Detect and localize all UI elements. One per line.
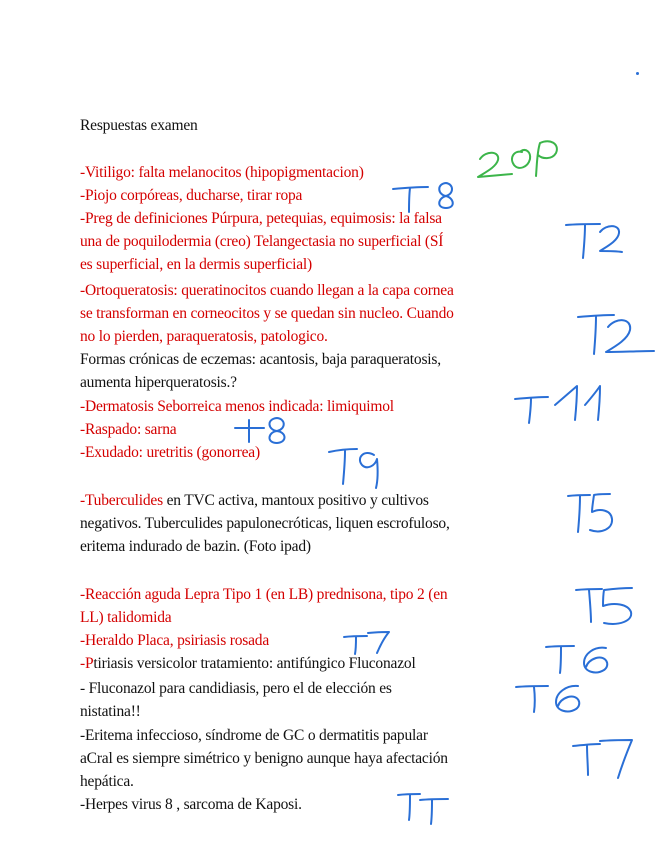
- ink-dot: [636, 72, 639, 75]
- answer-line: es superficial, en la dermis superficial): [80, 256, 312, 273]
- answer-line-red-part: -Tuberculides: [80, 492, 163, 509]
- document-title: Respuestas examen: [80, 117, 198, 134]
- answer-line: Formas crónicas de eczemas: acantosis, baja paraqueratosis,: [80, 351, 441, 368]
- answer-line: aCral es siempre simétrico y benigno aunque haya afectación: [80, 750, 448, 767]
- answer-line: -Reacción aguda Lepra Tipo 1 (en LB) prednisona, tipo 2 (en: [80, 586, 448, 603]
- answer-line: hepática.: [80, 773, 134, 790]
- answer-line: negativos. Tuberculides papulonecróticas, liquen escrofuloso,: [80, 515, 450, 532]
- annotation-t2: [566, 224, 622, 258]
- answer-line-red-part: -P: [80, 655, 94, 672]
- answer-line: -Piojo corpóreas, ducharse, tirar ropa: [80, 187, 303, 204]
- answer-line-black-part: en TVC activa, mantoux positivo y cultivos: [162, 492, 429, 509]
- answer-line: -Eritema infeccioso, síndrome de GC o dermatitis papular: [80, 727, 428, 744]
- annotation-t5: [568, 494, 612, 532]
- answer-line: -Preg de definiciones Púrpura, petequias, equimosis: la falsa: [80, 210, 442, 227]
- annotation-t8: [235, 418, 285, 443]
- annotation-t7: [573, 740, 632, 778]
- answer-line: -Dermatosis Seborreica menos indicada: limiquimol: [80, 398, 394, 415]
- answer-line: no lo pierden, paraqueratosis, patologico.: [80, 328, 328, 345]
- answer-line: -Ortoqueratosis: queratinocitos cuando llegan a la capa cornea: [80, 282, 454, 299]
- answer-line: [80, 489, 429, 512]
- annotation-t6: [516, 686, 579, 712]
- annotation-t7: [344, 632, 389, 654]
- annotation-t6: [546, 646, 607, 673]
- annotation-t7: [398, 794, 448, 824]
- answer-line: aumenta hiperqueratosis.?: [80, 374, 237, 391]
- annotation-t5: [576, 588, 632, 624]
- annotation-t11: [515, 386, 600, 423]
- answer-line: -Heraldo Placa, psiriasis rosada: [80, 632, 270, 649]
- answer-line: una de poquilodermia (creo) Telangectasia no superficial (SÍ: [80, 233, 444, 250]
- annotation-t2: [578, 315, 654, 354]
- answer-line: LL) talidomida: [80, 609, 172, 626]
- answer-line: -Herpes virus 8 , sarcoma de Kaposi.: [80, 796, 302, 813]
- answer-line: se transforman en corneocitos y se quedan sin nucleo. Cuando: [80, 305, 454, 322]
- answer-line: -Exudado: uretritis (gonorrea): [80, 444, 260, 461]
- answer-line: nistatina!!: [80, 703, 141, 720]
- answer-line: -Vitiligo: falta melanocitos (hipopigmentacion): [80, 164, 364, 181]
- answer-line: [80, 652, 416, 675]
- answer-line: - Fluconazol para candidiasis, pero el de elección es: [80, 680, 392, 697]
- annotation-2op: [478, 141, 557, 177]
- answer-line-black-part: tiriasis versicolor tratamiento: antifúngico Fluconazol: [93, 655, 416, 672]
- answer-line: eritema indurado de bazin. (Foto ipad): [80, 538, 311, 555]
- annotation-t9: [329, 449, 378, 488]
- answer-line: -Raspado: sarna: [80, 421, 177, 438]
